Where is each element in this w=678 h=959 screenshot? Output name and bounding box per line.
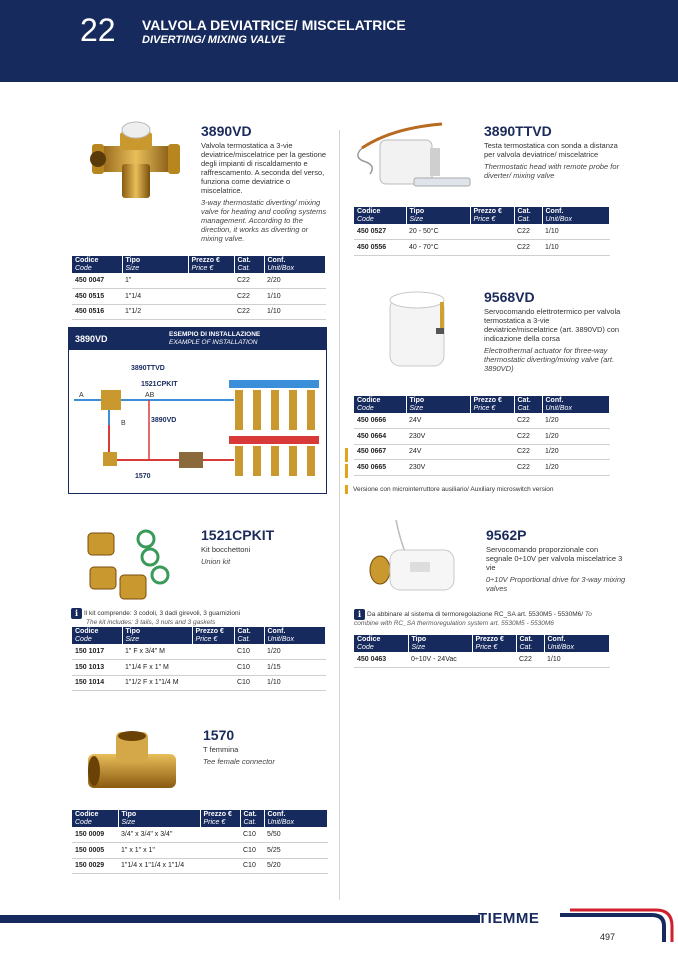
col-cat: Cat. Cat. [234,627,264,644]
table-3890ttvd [354,207,610,256]
product-9568vd [484,289,624,373]
actuator-9562p-image [366,520,466,598]
product-desc-en: Tee female connector [203,757,275,766]
table-row: 450 0047 1" C22 2/20 [72,273,326,289]
table-9568vd [354,396,610,476]
tee-1570-image [84,728,180,802]
product-desc-en: Union kit [201,557,231,566]
label-ab: AB [145,392,155,399]
brand-logo: TIEMME [478,910,540,927]
table-row: 450 0666 24V C22 1/20 [354,413,610,429]
product-3890vd [201,123,331,243]
table-row: 150 1017 1" F x 3/4" M C10 1/20 [72,644,326,660]
product-desc-en: Electrothermal actuator for three-way thermostatic diverting/mixing valve (art. 3890VD) [484,346,615,373]
kit-info-note: i Il kit comprende: 3 codoli, 3 dadi girevoli, 3 guarnizioni The kit includes: 3 tails, 3 nuts and 3 gaskets [71,608,331,627]
label-b: B [121,420,126,427]
product-1521cpkit [201,527,331,566]
product-desc-en: 3-way thermostatic diverting/ mixing valve for heating and cooling systems management. According to the direction, it works as diverting or mixing valve. [201,198,327,243]
col-price: Prezzo € Price € [192,627,234,644]
table-row: 150 1014 1"1/2 F x 1"1/4 M C10 1/10 [72,675,326,691]
installation-scheme [68,327,327,494]
product-desc-it: T femmina [203,745,239,754]
col-code: Codice Code [354,207,406,224]
scheme-diagram [69,350,326,493]
product-desc-it: Valvola termostatica a 3-vie deviatrice/miscelatrice per la gestione degli impianti di riscaldamento e raffrescamento. A seconda del verso, funziona come deviatrice o miscelatrice. [201,141,327,195]
label-3890ttvd: 3890TTVD [131,365,165,372]
col-code: Codice Code [354,635,408,652]
col-size: Tipo Size [406,207,470,224]
col-code: Codice Code [72,256,122,273]
table-row: 150 0009 3/4" x 3/4" x 3/4" C10 5/50 [72,827,328,843]
col-price: Prezzo € Price € [470,207,514,224]
label-1521cpkit: 1521CPKIT [141,381,178,388]
product-code: 1570 [203,727,235,743]
table-row: 450 0527 20 - 50°C C22 1/10 [354,224,610,240]
table-row: 150 0029 1"1/4 x 1"1/4 x 1"1/4 C10 5/20 [72,858,328,874]
table-1521cpkit [72,627,326,691]
col-code: Codice Code [354,396,406,413]
table-row: 450 0515 1"1/4 C22 1/10 [72,289,326,305]
table-3890vd [72,256,326,320]
col-size: Tipo Size [406,396,470,413]
label-3890vd: 3890VD [151,417,177,424]
brand-swoosh-icon [560,908,678,942]
actuator-9568vd-image [378,288,462,372]
scheme-code: 3890VD [75,334,108,344]
product-1570 [203,727,333,766]
table-1570 [72,810,328,874]
col-cat: Cat. Cat. [516,635,544,652]
table-row: 150 0005 1" x 1" x 1" C10 5/25 [72,843,328,859]
col-cat: Cat. Cat. [514,207,542,224]
microswitch-note: Versione con microinterruttore ausiliario/ Auxiliary microswitch version [353,486,554,493]
table-row: 450 0463 0÷10V - 24Vac C22 1/10 [354,652,610,668]
product-3890ttvd [484,123,624,180]
product-desc-it: Testa termostatica con sonda a distanza per valvola deviatrice/ miscelatrice [484,141,618,159]
valve-3890vd-image [88,120,184,202]
col-cat: Cat. Cat. [234,256,264,273]
col-box: Conf. Unit/Box [544,635,610,652]
col-size: Tipo Size [122,256,188,273]
label-1570: 1570 [135,473,151,480]
footer-bar [0,915,480,923]
page-title: VALVOLA DEVIATRICE/ MISCELATRICE [142,17,406,33]
product-desc-en: 0÷10V Proportional drive for 3-way mixing valves [486,575,626,593]
page-subtitle: DIVERTING/ MIXING VALVE [142,34,286,46]
product-code: 9562P [486,527,527,543]
note-marker [345,485,348,494]
product-code: 3890TTVD [484,123,552,139]
col-price: Prezzo € Price € [200,810,240,827]
col-box: Conf. Unit/Box [264,256,326,273]
product-9562p [486,527,626,593]
union-kit-image [80,525,176,605]
product-code: 3890VD [201,123,252,139]
col-code: Codice Code [72,627,122,644]
table-row: 450 0664 230V C22 1/20 [354,429,610,445]
table-row: 450 0556 40 - 70°C C22 1/10 [354,240,610,256]
col-price: Prezzo € Price € [472,635,516,652]
label-a: A [79,392,84,399]
microswitch-marker [345,464,348,478]
col-size: Tipo Size [122,627,192,644]
col-price: Prezzo € Price € [470,396,514,413]
product-desc-en: Thermostatic head with remote probe for diverter/ mixing valve [484,162,620,180]
info-icon: i [354,609,365,620]
col-code: Codice Code [72,810,118,827]
scheme-header [69,328,326,350]
thermoregulation-note: i Da abbinare al sistema di termoregolazione RC_SA art. 5530M5 - 5530M6/ To combine with RC_SA thermoregulation system art. 5530M5 - 5530M6 [354,609,592,627]
col-box: Conf. Unit/Box [542,207,610,224]
scheme-title: ESEMPIO DI INSTALLAZIONE EXAMPLE OF INSTALLATION [169,331,261,346]
product-desc-it: Kit bocchettoni [201,545,251,554]
col-box: Conf. Unit/Box [264,627,326,644]
info-icon: i [71,608,82,619]
table-row: 450 0516 1"1/2 C22 1/10 [72,304,326,320]
col-box: Conf. Unit/Box [542,396,610,413]
col-cat: Cat. Cat. [240,810,264,827]
product-code: 9568VD [484,289,535,305]
chapter-number: 22 [80,12,116,48]
column-divider [339,130,340,900]
page-header [0,0,678,82]
table-row: 150 1013 1"1/4 F x 1" M C10 1/15 [72,660,326,676]
product-desc-it: Servocomando proporzionale con segnale 0÷10V per valvola miscelatrice 3 vie [486,545,623,572]
col-size: Tipo Size [408,635,472,652]
col-box: Conf. Unit/Box [264,810,328,827]
page-number: 497 [600,932,616,942]
product-code: 1521CPKIT [201,527,275,543]
microswitch-marker [345,448,348,462]
product-desc-it: Servocomando elettrotermico per valvola termostatica a 3-vie deviatrice/miscelatrice (art. 3890VD) con indicazione della corsa [484,307,621,343]
thermostatic-head-image [352,118,474,198]
col-cat: Cat. Cat. [514,396,542,413]
table-row: 450 0665 230V C22 1/20 [354,460,610,476]
table-row: 450 0667 24V C22 1/20 [354,444,610,460]
col-price: Prezzo € Price € [188,256,234,273]
col-size: Tipo Size [118,810,200,827]
table-9562p [354,635,610,668]
